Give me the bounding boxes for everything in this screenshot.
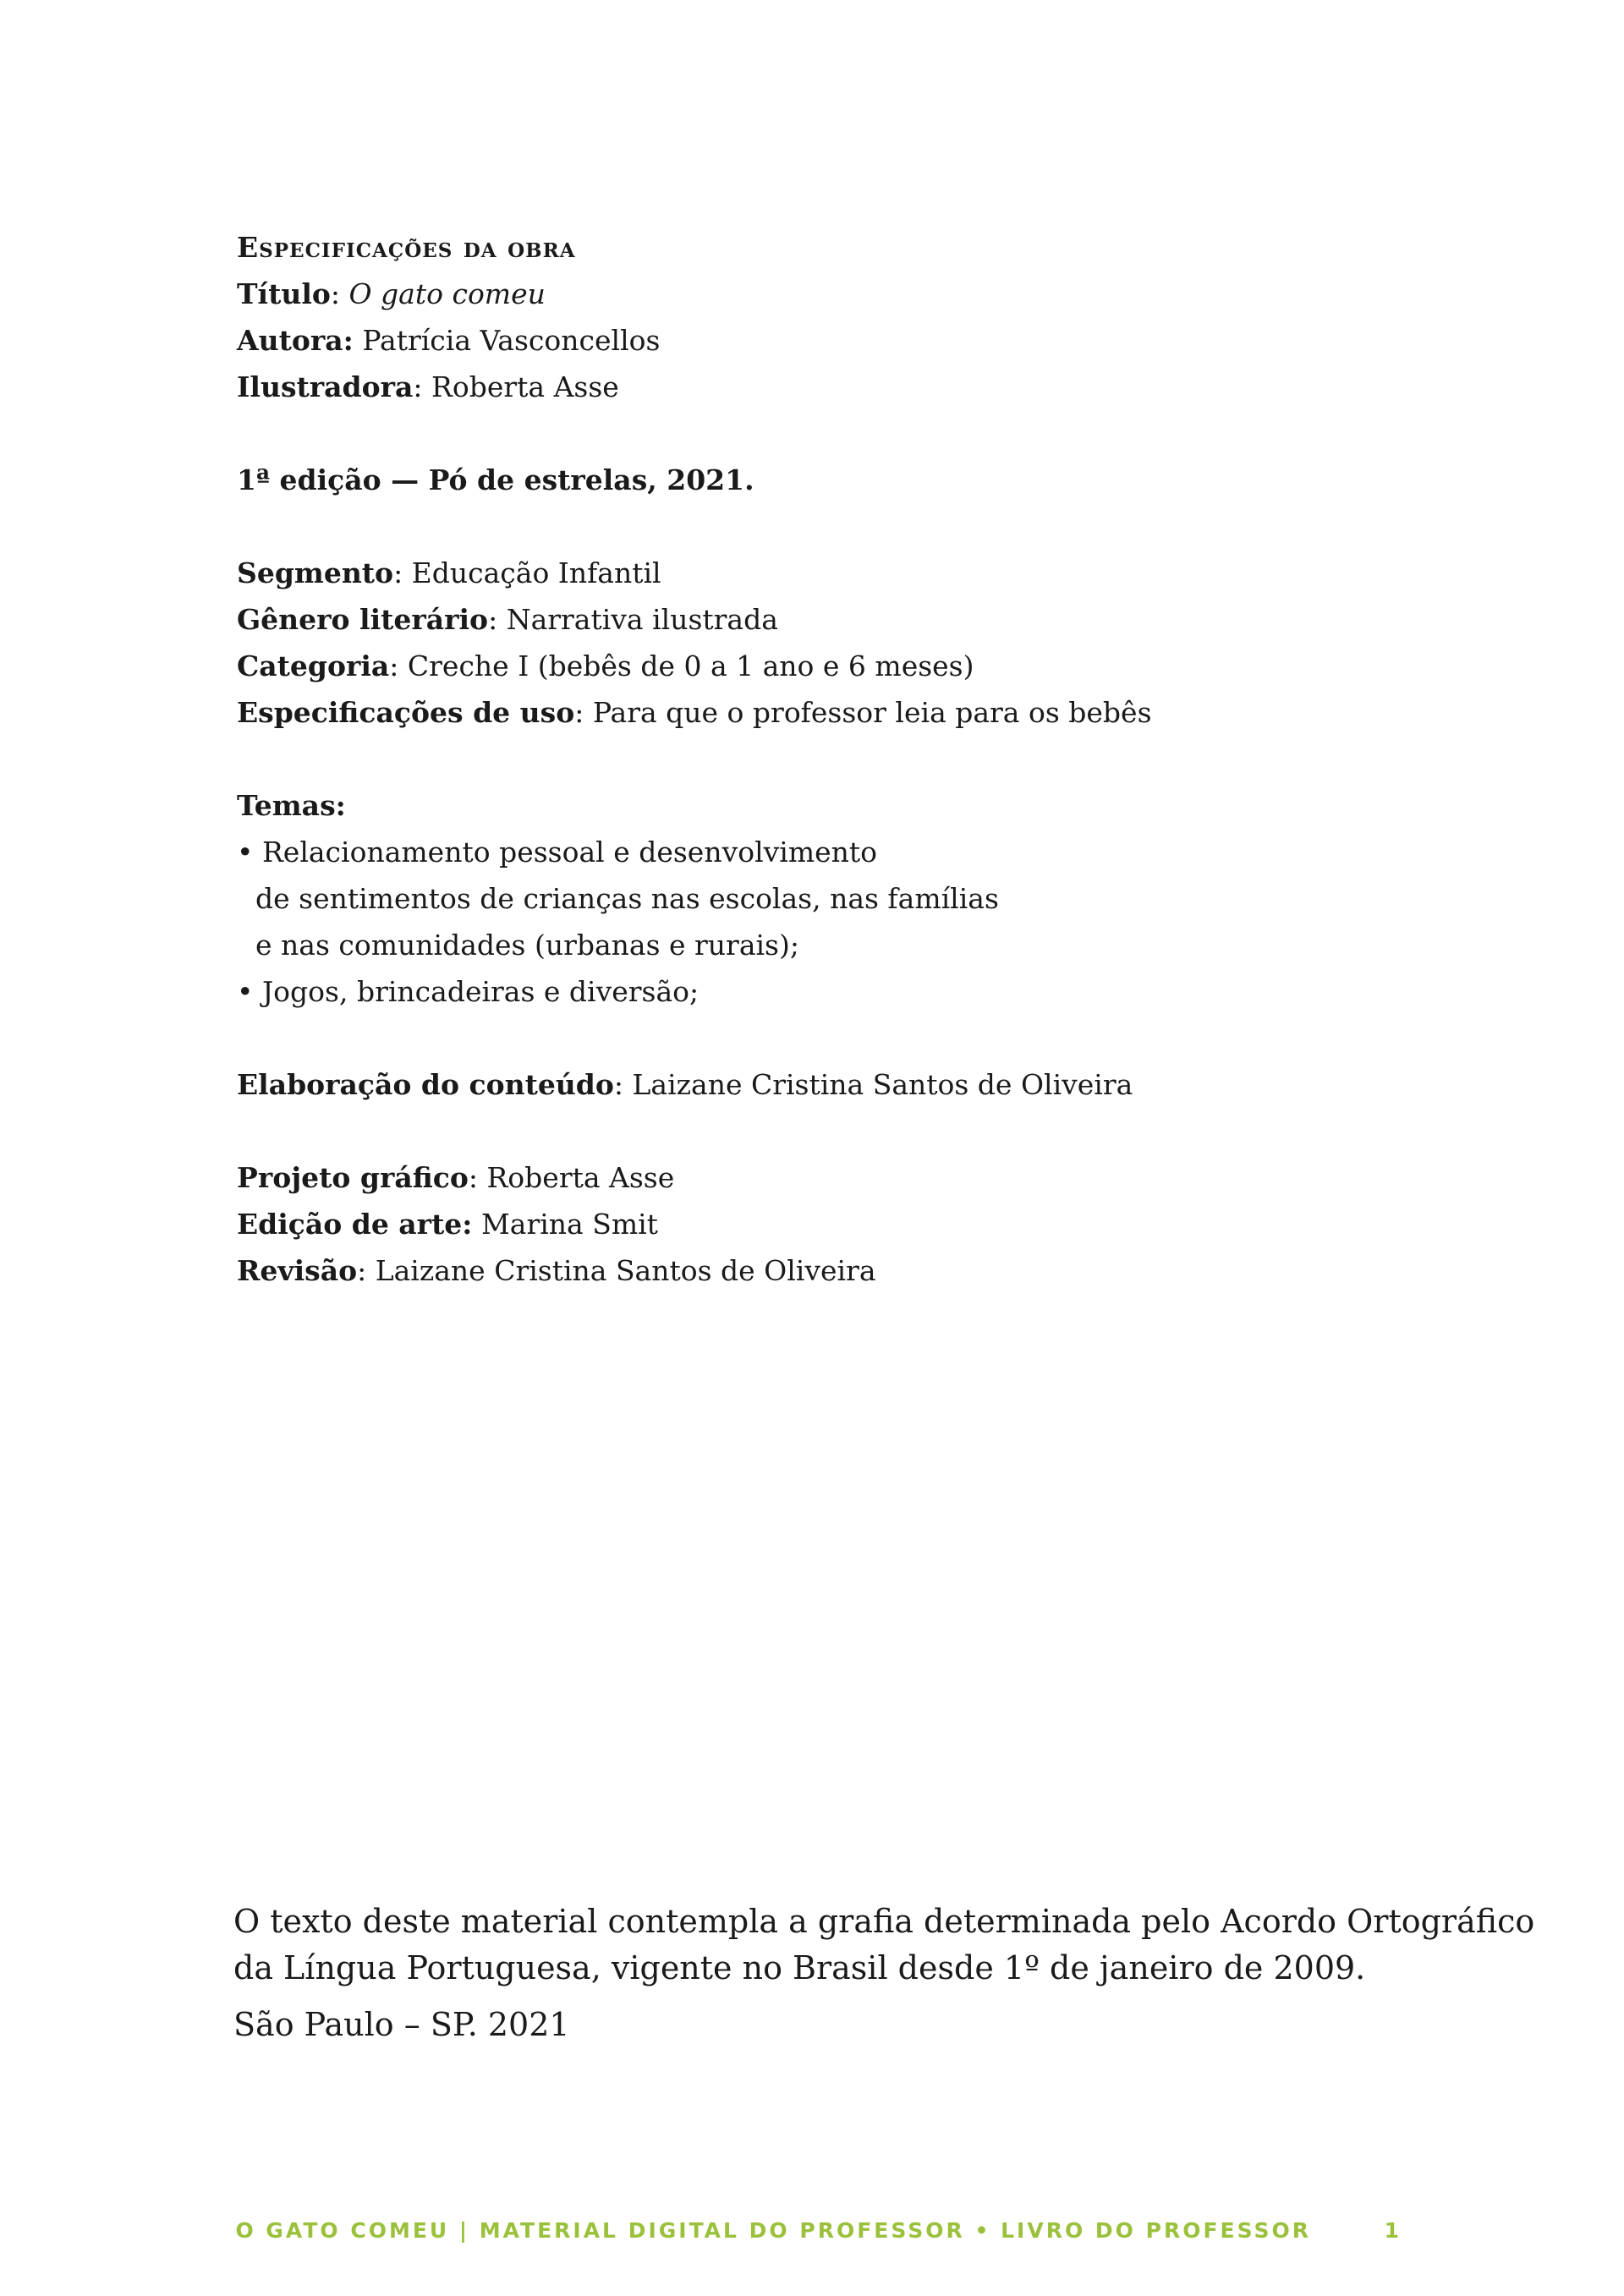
spec-edicao-arte [237, 1201, 1421, 1247]
spacer [237, 1108, 1421, 1154]
segmento-label: Segmento [237, 556, 394, 589]
tema-item-continuation: de sentimentos de crianças nas escolas, nas famílias [255, 882, 999, 915]
note-line-2: da Língua Portuguesa, vigente no Brasil desde 1º de janeiro de 2009. [233, 1949, 1366, 1986]
spec-ilustradora: Ilustradora: Roberta Asse [237, 370, 619, 403]
segmento-value: Educação Infantil [411, 556, 661, 589]
titulo-label: Título [237, 277, 331, 310]
spec-projeto: Projeto gráfico: Roberta Asse [237, 1161, 675, 1194]
work-specifications [237, 224, 1421, 1294]
spec-uso: Especificações de uso: Para que o professor leia para os bebês [237, 696, 1152, 729]
page-number: 1 [1384, 2218, 1402, 2243]
running-title: O GATO COMEU | MATERIAL DIGITAL DO PROFESSOR • LIVRO DO PROFESSOR [235, 2218, 1311, 2243]
projeto-label: Projeto gráfico [237, 1161, 469, 1194]
note-city: São Paulo – SP. 2021 [233, 2006, 570, 2043]
tema-item-continuation: e nas comunidades (urbanas e rurais); [255, 929, 799, 962]
note-line-1: O texto deste material contempla a grafia determinada pelo Acordo Ortográfico [233, 1903, 1535, 1940]
autora-label: Autora: [237, 324, 354, 357]
spec-revisao: Revisão: Laizane Cristina Santos de Oliveira [237, 1254, 876, 1287]
elaboracao-label: Elaboração do conteúdo [237, 1068, 614, 1101]
tema-item: • Relacionamento pessoal e desenvolvimento [237, 836, 878, 869]
categoria-value: Creche I (bebês de 0 a 1 ano e 6 meses) [407, 649, 974, 682]
spec-edicao: 1ª edição — Pó de estrelas, 2021. [237, 463, 754, 496]
spacer [237, 503, 1421, 550]
projeto-value: Roberta Asse [486, 1161, 675, 1194]
spacer [237, 1015, 1421, 1061]
spacer [237, 410, 1421, 457]
edicao-arte-value: Marina Smit [481, 1208, 658, 1241]
spec-autora [237, 317, 1421, 364]
orthography-note [233, 1899, 1535, 2048]
spec-titulo: Título: O gato comeu [237, 277, 546, 310]
specs-heading: Especificações da obra [237, 231, 576, 264]
uso-label: Especificações de uso [237, 696, 575, 729]
titulo-value: O gato comeu [348, 277, 546, 310]
revisao-label: Revisão [237, 1254, 358, 1287]
revisao-value: Laizane Cristina Santos de Oliveira [375, 1254, 876, 1287]
spacer [237, 736, 1421, 782]
edicao-arte-label: Edição de arte: [237, 1208, 473, 1241]
page-footer [0, 2218, 1624, 2260]
categoria-label: Categoria [237, 649, 390, 682]
ilustradora-value: Roberta Asse [431, 370, 619, 403]
genero-value: Narrativa ilustrada [506, 603, 778, 636]
spec-categoria: Categoria: Creche I (bebês de 0 a 1 ano e 6 meses) [237, 649, 974, 682]
spec-segmento: Segmento: Educação Infantil [237, 556, 661, 589]
spec-genero: Gênero literário: Narrativa ilustrada [237, 603, 778, 636]
ilustradora-label: Ilustradora [237, 370, 414, 403]
elaboracao-value: Laizane Cristina Santos de Oliveira [632, 1068, 1133, 1101]
temas-label: Temas: [237, 789, 346, 822]
uso-value: Para que o professor leia para os bebês [592, 696, 1152, 729]
tema-item: • Jogos, brincadeiras e diversão; [237, 975, 700, 1008]
spec-elaboracao: Elaboração do conteúdo: Laizane Cristina Santos de Oliveira [237, 1068, 1133, 1101]
autora-value: Patrícia Vasconcellos [362, 324, 661, 357]
genero-label: Gênero literário [237, 603, 489, 636]
